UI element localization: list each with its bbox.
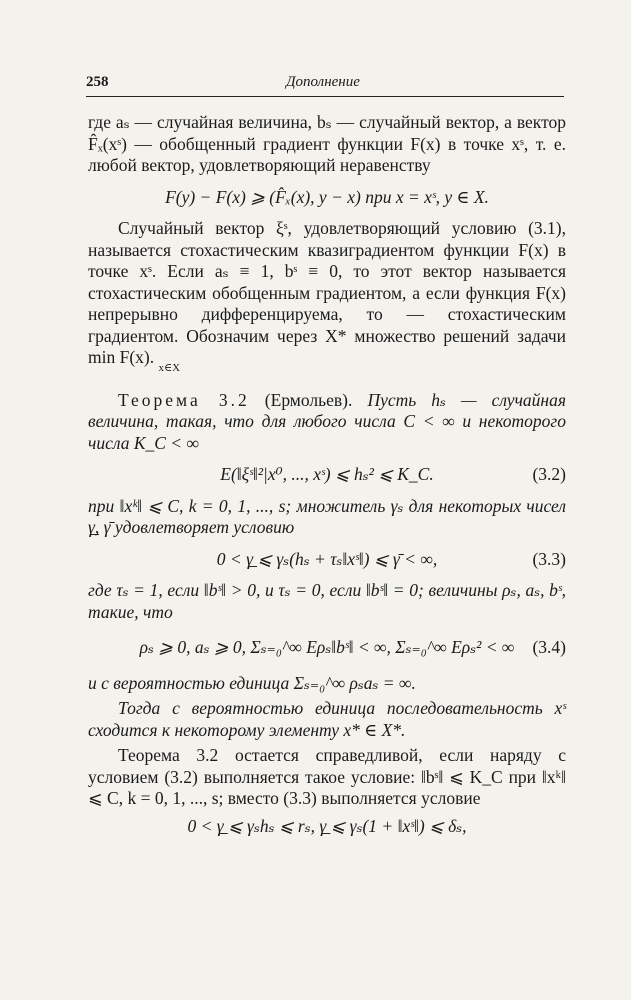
paragraph-4: где τₛ = 1, если ‖bˢ‖ > 0, и τₛ = 0, если ‖bˢ‖ = 0; величины ρₛ, aₛ, bˢ, такие, что <box>88 580 566 622</box>
running-title: Дополнение <box>286 74 360 90</box>
equation-number-3-2: (3.2) <box>532 464 566 484</box>
paragraph-5: и с вероятностью единица Σₛ₌₀^∞ ρₛaₛ = ∞. <box>88 672 416 693</box>
paragraph-2-text: Случайный вектор ξˢ, удовлетворяющий условию (3.1), называется стохастическим квазиградиентом функции F(x) в точке xˢ. Если aₛ ≡ 1, bˢ ≡ 0, то этот вектор называется стохастическим обобщенным градиентом, а если функция F(x) непрерывно дифференцируема, то — стохастическим градиентом. Обозначим через X* множество решений задачи min F(x). <box>88 218 566 367</box>
formula-3-3 <box>88 549 566 571</box>
formula-3-2 <box>88 464 566 486</box>
equation-number-3-3: (3.3) <box>532 548 566 569</box>
min-subscript: x∈X <box>158 362 181 374</box>
page-number: 258 <box>86 74 109 90</box>
paragraph-7: Теорема 3.2 остается справедливой, если наряду с условием (3.2) выполняется такое условие: ‖bˢ‖ ⩽ K_C при ‖xᵏ‖ ⩽ C, k = 0, 1, ..., s; вместо (3.3) выполняется условие <box>88 745 566 808</box>
header-rule <box>86 96 564 97</box>
formula-3-text: 0 < γ̲ ⩽ γₛ(hₛ + τₛ‖xˢ‖) ⩽ γ̄ < ∞, <box>216 548 438 569</box>
formula-5-text: 0 < γ̲ ⩽ γₛhₛ ⩽ rₛ, γ̲ ⩽ γₛ(1 + ‖xˢ‖) ⩽ δₛ, <box>187 815 467 836</box>
theorem-text: Пусть hₛ — случайная величина, такая, что для любого числа C < ∞ и некоторого числа K_C < ∞ <box>88 389 566 453</box>
page-header <box>86 66 566 92</box>
page-body <box>88 112 566 843</box>
formula-condition <box>88 816 566 838</box>
formula-inequality <box>88 187 566 209</box>
paragraph-6: Тогда с вероятностью единица последовательность xˢ сходится к некоторому элементу x* ∈ X*. <box>88 698 566 740</box>
equation-number-3-4: (3.4) <box>532 637 566 657</box>
paragraph-2 <box>88 218 566 380</box>
formula-2-text: E(‖ξˢ‖²|x⁰, ..., xˢ) ⩽ hₛ² ⩽ K_C. <box>220 464 434 484</box>
formula-3-4 <box>88 637 566 659</box>
theorem-author: (Ермольев). <box>249 389 368 410</box>
theorem-label: Теорема 3.2 <box>118 389 250 410</box>
theorem-3-2 <box>88 390 566 455</box>
formula-1-text: F(y) − F(x) ⩾ (F̂ₓ(x), y − x) при x = xˢ, y ∈ X. <box>165 186 489 207</box>
paragraph-1: где aₛ — случайная величина, bₛ — случайный вектор, а вектор F̂ₓ(xˢ) — обобщенный градиент функции F(x) в точке xˢ, т. е. любой вектор, удовлетворяющий неравенству <box>88 112 566 175</box>
paragraph-3: при ‖xᵏ‖ ⩽ C, k = 0, 1, ..., s; множитель γₛ для некоторых чисел γ̲, γ̄ удовлетворяет условию <box>88 495 566 537</box>
formula-4-text: ρₛ ⩾ 0, aₛ ⩾ 0, Σₛ₌₀^∞ Eρₛ‖bˢ‖ < ∞, Σₛ₌₀^∞ Eρₛ² < ∞ <box>139 637 515 657</box>
